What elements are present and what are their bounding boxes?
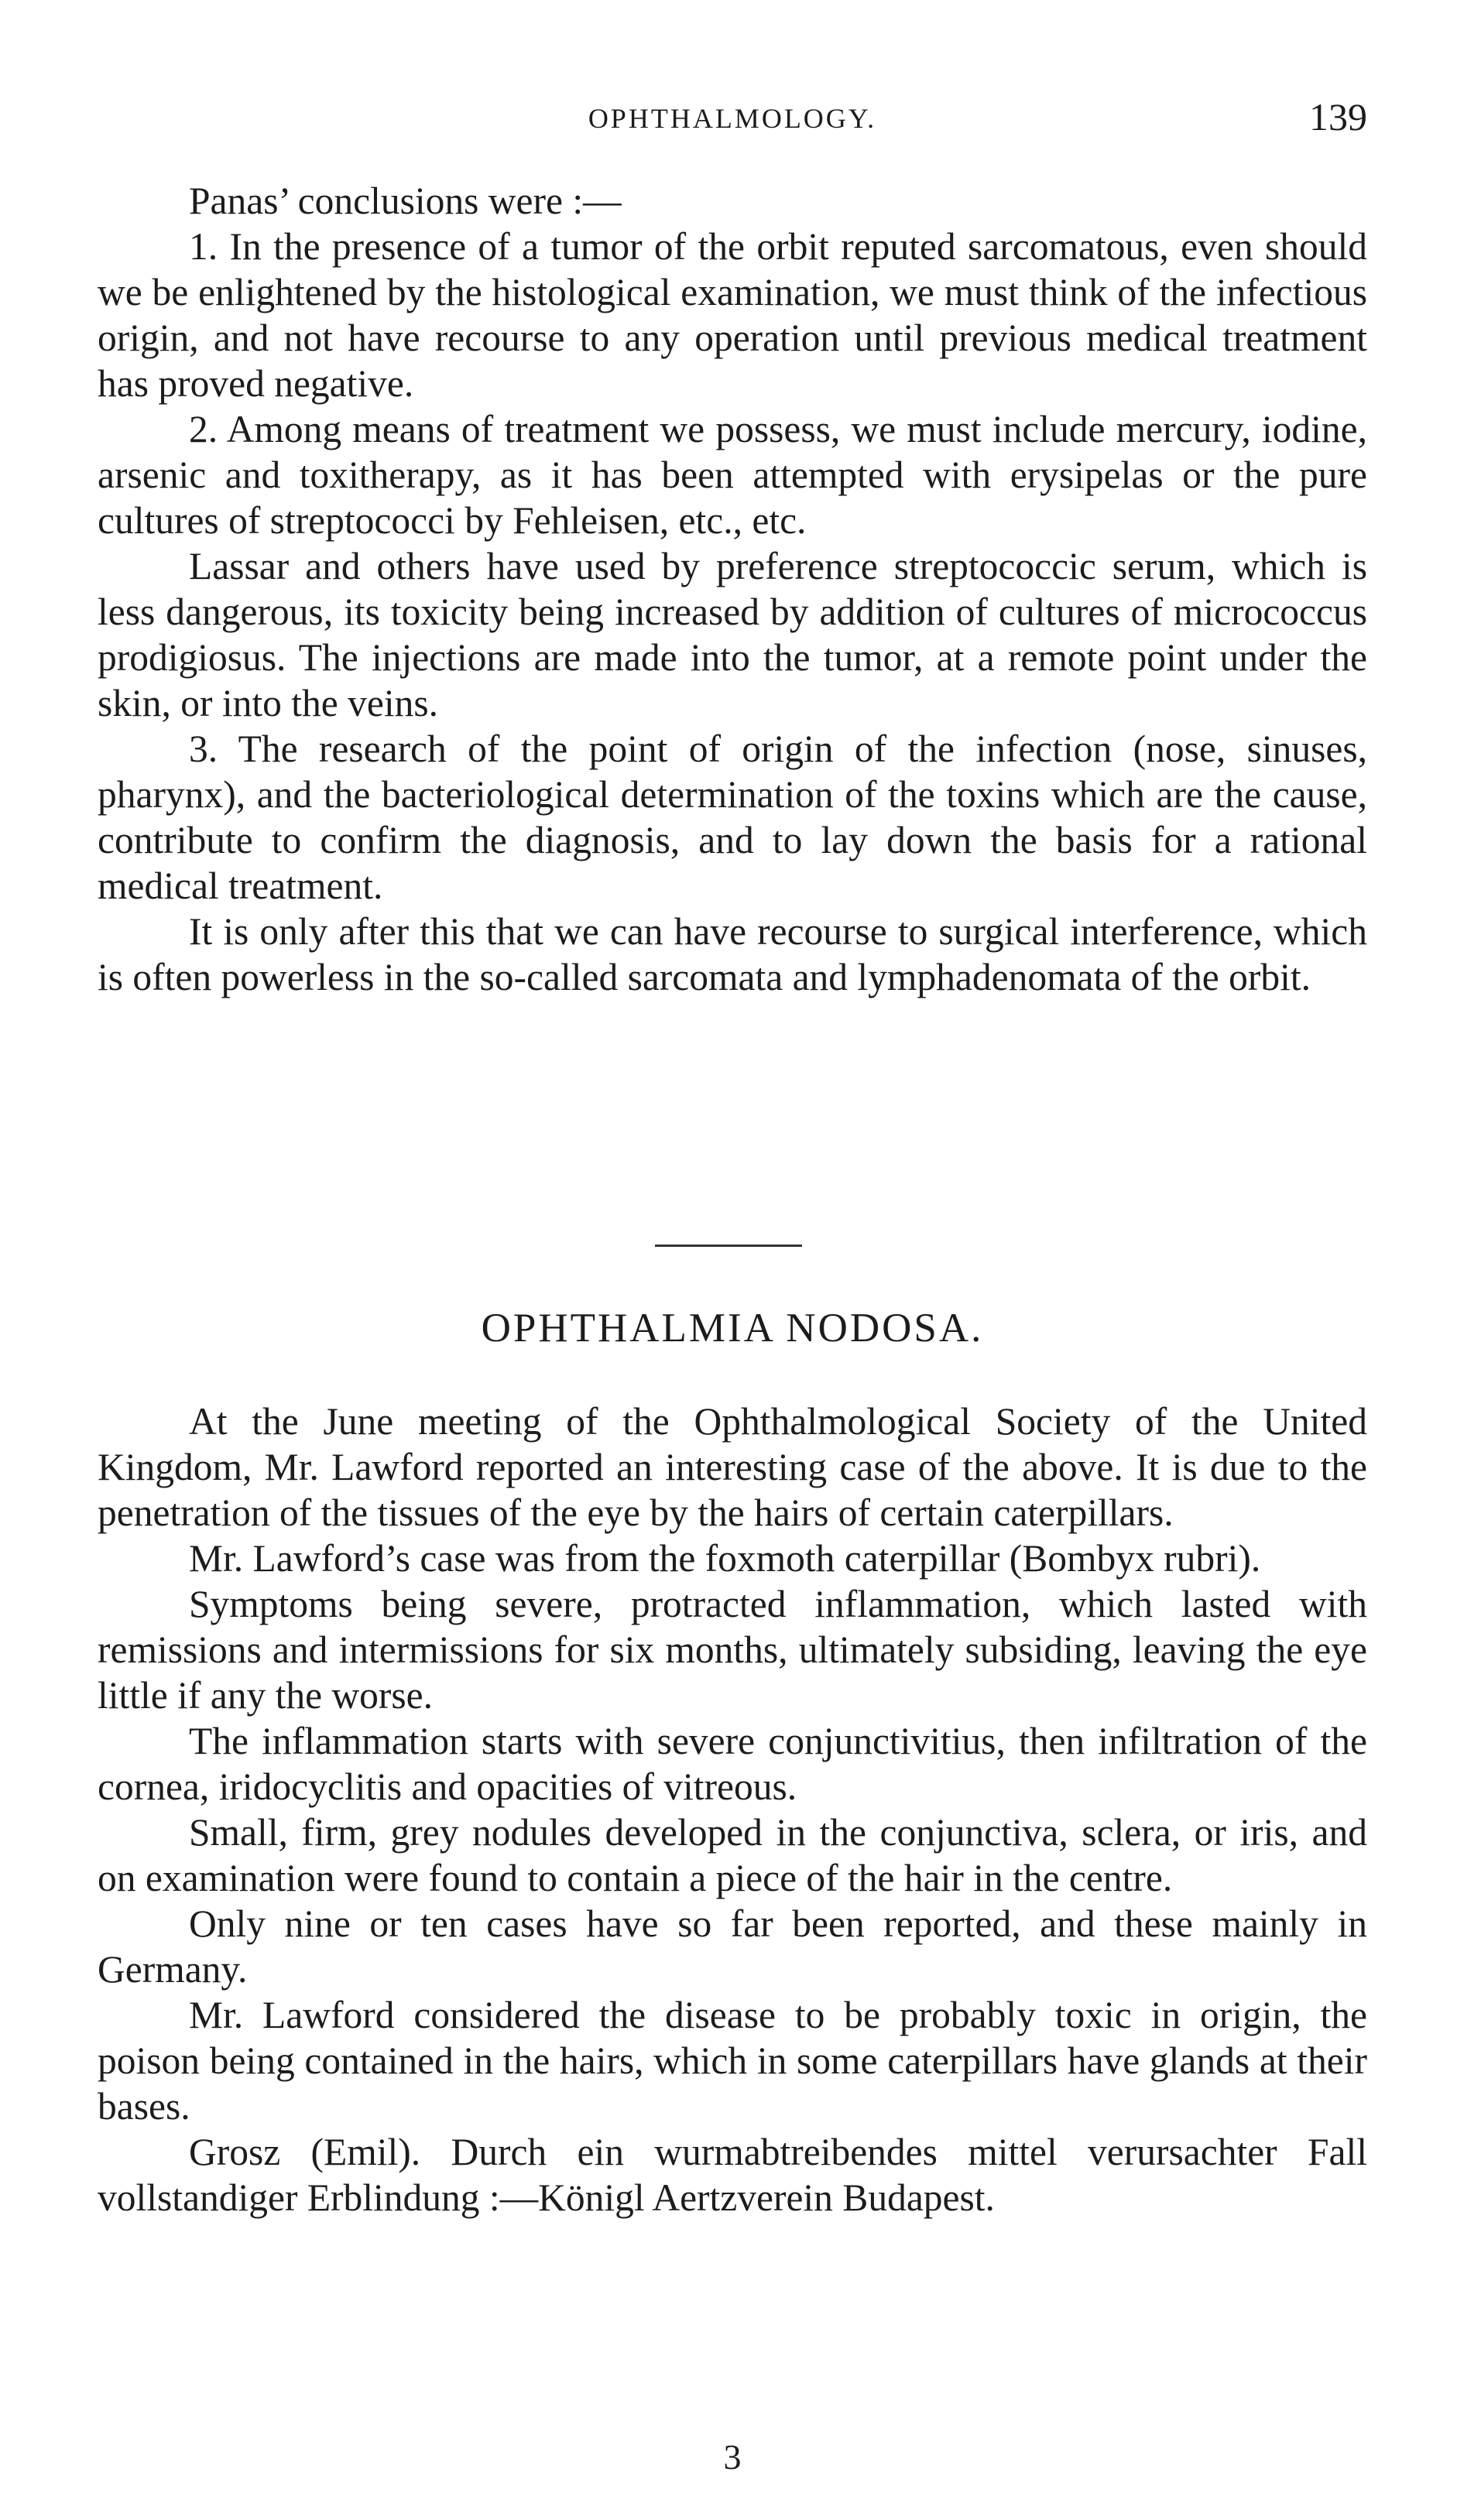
- section-divider: [655, 1245, 802, 1247]
- section-ophthalmia-nodosa: [98, 1399, 1367, 2220]
- paragraph: It is only after this that we can have recourse to surgical interference, which is often powerless in the so-called sarcomata and lymphadenomata of the orbit.: [98, 910, 1367, 998]
- section-heading: OPHTHALMIA NODOSA.: [481, 1306, 984, 1351]
- paragraph: The inflammation starts with severe conjunctivitius, then infiltration of the cornea, iridocyclitis and opacities of vitreous.: [98, 1720, 1367, 1808]
- paragraph: Lassar and others have used by preference streptococcic serum, which is less dangerous, its toxicity being increased by addition of cultures of micrococcus prodigiosus. The injections are made into the tumor, at a remote point under the skin, or into the veins.: [98, 545, 1367, 724]
- running-title: OPHTHALMOLOGY.: [588, 103, 877, 134]
- paragraph: Symptoms being severe, protracted inflammation, which lasted with remissions and intermissions for six months, ultimately subsiding, leaving the eye little if any the worse.: [98, 1583, 1367, 1717]
- paragraph: Mr. Lawford considered the disease to be probably toxic in origin, the poison being contained in the hairs, which in some caterpillars have glands at their bases.: [98, 1994, 1367, 2128]
- paragraph: 2. Among means of treatment we possess, we must include mercury, iodine, arsenic and toxitherapy, as it has been attempted with erysipelas or the pure cultures of streptococci by Fehleisen, etc., etc.: [98, 408, 1367, 542]
- paragraph: Only nine or ten cases have so far been reported, and these mainly in Germany.: [98, 1902, 1367, 1991]
- page-number: 139: [1309, 95, 1367, 139]
- paragraph: 1. In the presence of a tumor of the orbit reputed sarcomatous, even should we be enlightened by the histological examination, we must think of the infectious origin, and not have recourse to any operation until previous medical treatment has proved negative.: [98, 225, 1367, 405]
- paragraph: Panas’ conclusions were :—: [189, 180, 622, 222]
- running-head: [98, 91, 1367, 138]
- paragraph: At the June meeting of the Ophthalmological Society of the United Kingdom, Mr. Lawford reported an interesting case of the above. It is due to the penetration of the tissues of the eye by the hairs of certain caterpillars.: [98, 1400, 1367, 1534]
- paragraph: Small, firm, grey nodules developed in the conjunctiva, sclera, or iris, and on examination were found to contain a piece of the hair in the centre.: [98, 1811, 1367, 1899]
- printer-signature: 3: [723, 2437, 742, 2477]
- paragraph: Mr. Lawford’s case was from the foxmoth caterpillar (Bombyx rubri).: [189, 1537, 1261, 1580]
- section-panas-conclusions: [98, 178, 1367, 1000]
- paragraph: Grosz (Emil). Durch ein wurmabtreibendes mittel verursachter Fall vollstandiger Erblindung :—Königl Aertzverein Budapest.: [98, 2131, 1367, 2219]
- paragraph: 3. The research of the point of origin of the infection (nose, sinuses, pharynx), and the bacteriological determination of the toxins which are the cause, contribute to confirm the diagnosis, and to lay down the basis for a rational medical treatment.: [98, 728, 1367, 907]
